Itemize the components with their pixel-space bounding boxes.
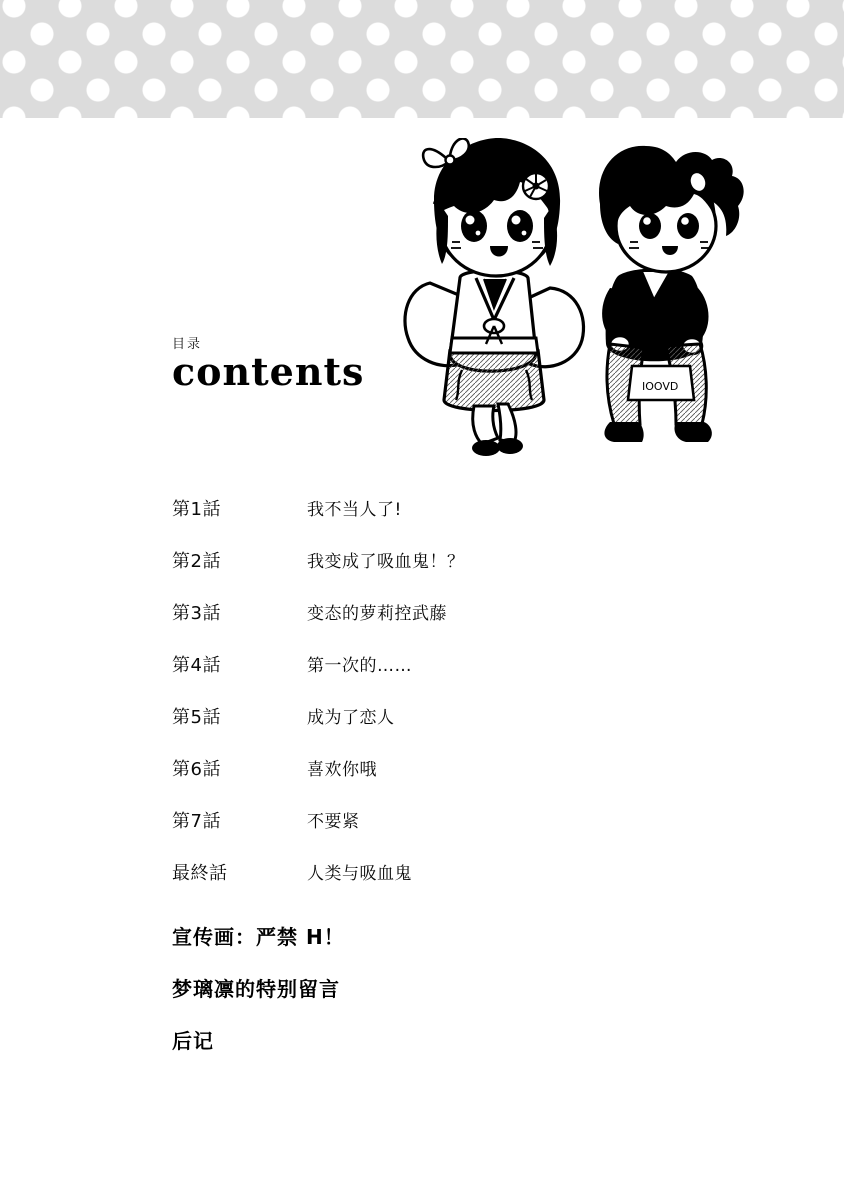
toc-chapter-title: 我变成了吸血鬼！？ — [307, 552, 465, 572]
page-title: contents — [172, 349, 365, 394]
toc-row[interactable] — [0, 599, 844, 651]
toc-chapter-number: 第2話 — [172, 551, 221, 572]
toc-chapter-number: 第5話 — [172, 707, 221, 728]
toc-chapter-number: 第3話 — [172, 603, 221, 624]
toc-chapter-title: 我不当人了! — [307, 500, 402, 520]
toc-chapter-title: 人类与吸血鬼 — [307, 864, 412, 884]
page-title-block — [172, 337, 365, 394]
toc-chapter-title: 成为了恋人 — [307, 708, 395, 728]
toc-row[interactable] — [0, 755, 844, 807]
toc-row[interactable] — [0, 651, 844, 703]
toc-extra-label: 梦璃凛的特别留言 — [172, 977, 340, 1001]
table-of-contents — [0, 495, 844, 1077]
toc-row[interactable] — [0, 547, 844, 599]
page-title-japanese: 目录 — [172, 337, 203, 352]
toc-chapter-number: 第7話 — [172, 811, 221, 832]
toc-extra-label: 后记 — [172, 1029, 214, 1053]
toc-chapter-number: 第4話 — [172, 655, 221, 676]
girl-figure — [405, 138, 584, 456]
top-polka-dot-band — [0, 0, 844, 118]
toc-chapter-title: 喜欢你哦 — [307, 760, 377, 780]
signature-text: IOOVD — [642, 380, 679, 393]
toc-row[interactable] — [0, 495, 844, 547]
toc-chapter-number: 第1話 — [172, 499, 221, 520]
toc-extra-item[interactable] — [0, 1025, 844, 1077]
toc-row[interactable] — [0, 807, 844, 859]
toc-extra-label: 宣传画：严禁 H！ — [172, 925, 345, 949]
toc-extra-item[interactable] — [0, 921, 844, 973]
chibi-couple-illustration — [390, 138, 790, 488]
contents-header — [0, 118, 844, 486]
toc-row[interactable] — [0, 703, 844, 755]
hair-flower — [523, 173, 549, 199]
toc-row[interactable] — [0, 859, 844, 911]
toc-chapter-number: 最終話 — [172, 863, 228, 884]
toc-chapter-title: 不要紧 — [307, 812, 360, 832]
toc-extra-item[interactable] — [0, 973, 844, 1025]
toc-chapter-title: 第一次的…… — [307, 656, 412, 676]
boy-figure — [599, 146, 744, 442]
toc-chapter-number: 第6話 — [172, 759, 221, 780]
toc-chapter-title: 变态的萝莉控武藤 — [307, 604, 447, 624]
signature-plate — [628, 366, 694, 400]
